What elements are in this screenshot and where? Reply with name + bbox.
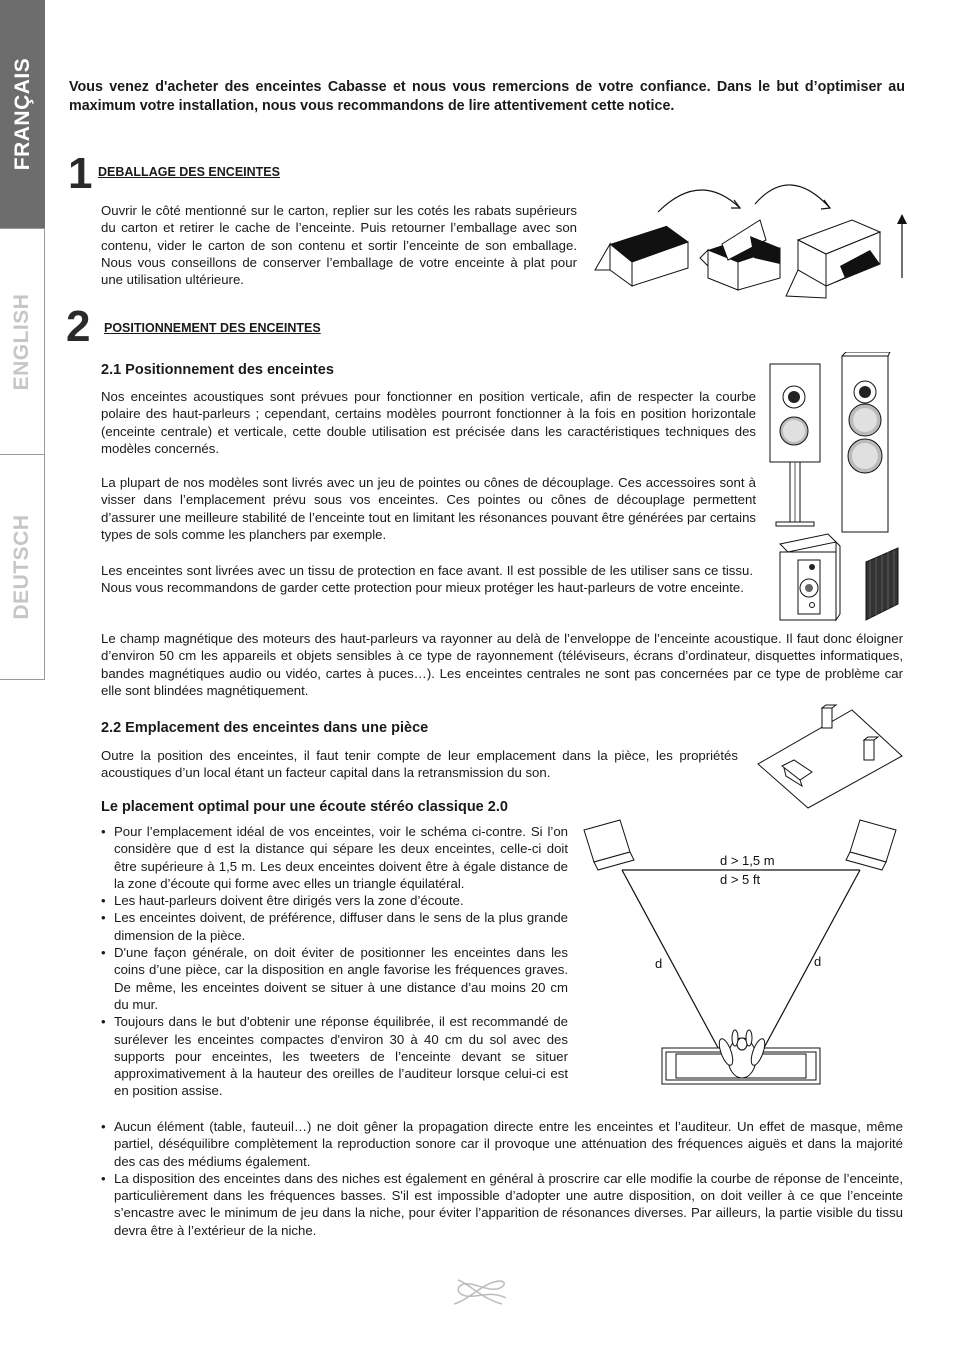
tab-english[interactable] bbox=[0, 228, 45, 454]
subsection-stereo-title: Le placement optimal pour une écoute stéréo classique 2.0 bbox=[101, 799, 508, 815]
speakers-illustration bbox=[766, 352, 906, 624]
section-2-number: 2 bbox=[66, 302, 91, 351]
tab-deutsch-label: DEUTSCH bbox=[10, 514, 33, 620]
paragraph-spikes: La plupart de nos modèles sont livrés avec un jeu de pointes ou cônes de découplage. Ces accessoires sont à visser dans l’emplacement prévu sous vos enceintes. Ces pointes ou cônes de découplage permettent d’assurer une meilleure stabilité de l’enceinte tout en limitant les résonances pouvant être générées par certains types de sols comme les planchers par exemple. bbox=[101, 475, 756, 542]
list-item: • Toujours dans le but d'obtenir une réponse équilibrée, il est recommandé de surélever les enceintes compactes d'environ 30 à 40 cm du sol avec des supports pour enceintes, les tweeters de l’enceinte devant se situer approximativement à la hauteur des oreilles de l’auditeur lorsque celui-ci est en position assise. bbox=[101, 1013, 568, 1099]
label-distance-ft: d > 5 ft bbox=[720, 872, 761, 887]
bullet-list-wide bbox=[101, 1118, 903, 1239]
tab-francais-label: FRANÇAIS bbox=[10, 57, 34, 171]
label-d-left: d bbox=[655, 956, 663, 971]
subsection-2-1-title: 2.1 Positionnement des enceintes bbox=[101, 362, 334, 378]
tab-english-label: ENGLISH bbox=[10, 293, 33, 390]
paragraph-room: Outre la position des enceintes, il faut tenir compte de leur emplacement dans la pièce, les propriétés acoustiques d’un local étant un facteur capital dans la retransmission du son. bbox=[101, 748, 738, 781]
section-1-text: Ouvrir le côté mentionné sur le carton, replier sur les cotés les rabats supérieurs du carton et retirer le cache de l’enceinte. Puis retourner l’emballage avec son contenu, vider le carton de son contenu et sortir l’enceinte de son emballage. Nous vous conseillons de conserver l’emballage de votre enceinte à plat pour une utilisation ultérieure. bbox=[101, 203, 577, 288]
list-item: • Les enceintes doivent, de préférence, diffuser dans le sens de la plus grande dimension de la pièce. bbox=[101, 909, 568, 944]
subsection-2-2-title: 2.2 Emplacement des enceintes dans une pièce bbox=[101, 720, 429, 736]
intro-paragraph: Vous venez d'acheter des enceintes Cabasse et nous vous remercions de votre confiance. Dans le but d’optimiser au maximum votre installation, nous vous recommandons de lire attentivement cette notice. bbox=[69, 79, 905, 114]
list-item: • Aucun élément (table, fauteuil…) ne doit gêner la propagation directe entre les enceintes et l’auditeur. Un effet de masque, même partiel, déséquilibre complètement la reproduction sonore car il provoque une atténuation des fréquences aiguës et dans la majorité des cas des médiums également. bbox=[101, 1118, 903, 1170]
list-item: • D'une façon générale, on doit éviter de positionner les enceintes dans les coins d’une pièce, car la disposition en angle favorise les fréquences graves. De même, les enceintes doivent se situer à une distance d’au moins 20 cm du mur. bbox=[101, 944, 568, 1013]
label-d-right: d bbox=[814, 954, 822, 969]
paragraph-grille: Les enceintes sont livrées avec un tissu de protection en face avant. Il est possible de les utiliser sans ce tissu. Nous vous recommandons de garder cette protection pour mieux protéger les haut-parleurs de votre enceinte. bbox=[101, 563, 753, 596]
label-distance-m: d > 1,5 m bbox=[720, 853, 775, 868]
cabasse-logo-icon bbox=[450, 1276, 510, 1308]
list-item: • La disposition des enceintes dans des niches est également en général à proscrire car elle modifie la courbe de réponse de l’enceinte, particulièrement dans les fréquences basses. S'il est impossible d’adopter une autre disposition, on doit veiller à ce que l’enceinte s’encastre avec le minimum de jeu dans la niche, pour éviter l’apparition de résonances diverses. Par ailleurs, la partie visible du tissu devra être à l’extérieur de la niche. bbox=[101, 1170, 903, 1239]
paragraph-vertical-position: Nos enceintes acoustiques sont prévues pour fonctionner en position verticale, afin de respecter la courbe polaire des haut-parleurs ; cependant, certains modèles pourront fonctionner à la fois en position horizontale (enceinte centrale) et verticale, cette double utilisation est précisée dans les caractéristiques techniques des modèles concernés. bbox=[101, 389, 756, 456]
section-1-number: 1 bbox=[68, 149, 93, 198]
unboxing-illustration bbox=[590, 178, 920, 300]
section-2-title: POSITIONNEMENT DES ENCEINTES bbox=[104, 321, 321, 335]
tab-deutsch[interactable] bbox=[0, 454, 45, 680]
section-1-title: DEBALLAGE DES ENCEINTES bbox=[98, 165, 280, 179]
tab-francais[interactable] bbox=[0, 0, 45, 228]
list-item: • Pour l’emplacement idéal de vos enceintes, voir le schéma ci-contre. Si l’on considère que d est la distance qui sépare les deux enceintes, celle-ci doit être supérieure à 1,5 m. Les deux enceintes doivent être à égale distance de la zone d’écoute qui forme avec elles un triangle équilatéral. bbox=[101, 823, 568, 892]
stereo-triangle-diagram bbox=[580, 812, 910, 1102]
bullet-list-narrow bbox=[101, 823, 568, 1100]
room-illustration bbox=[756, 700, 906, 810]
list-item: • Les haut-parleurs doivent être dirigés vers la zone d’écoute. bbox=[101, 892, 568, 909]
paragraph-magnetic-field: Le champ magnétique des moteurs des haut-parleurs va rayonner au delà de l’enveloppe de l’enceinte acoustique. Il faut donc éloigner d’environ 50 cm les appareils et objets sensibles à ce type de rayonnement (téléviseurs, écrans d’ordinateur, disquettes informatiques, bandes magnétiques audio ou vidéo, cartes à puces…). Les enceintes centrales ne sont pas concernées par ce type de problème car elle sont blindées magnétiquement. bbox=[101, 631, 903, 698]
